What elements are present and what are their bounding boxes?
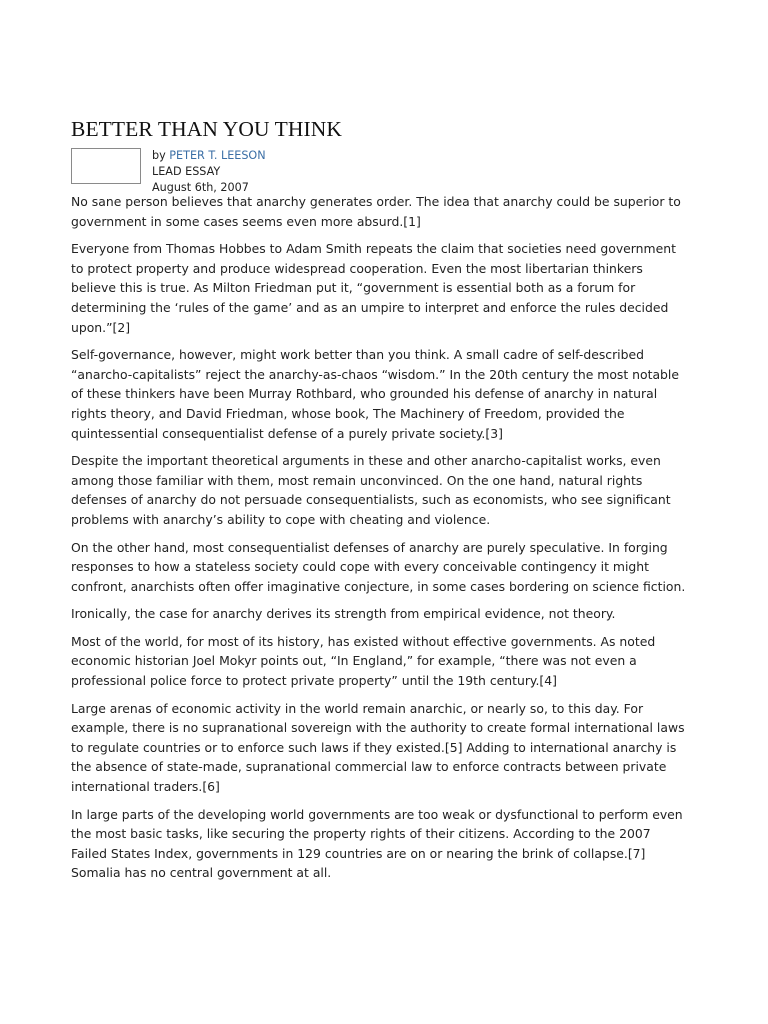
paragraph: Most of the world, for most of its history, has existed without effective governments. As noted economic historian Joel Mokyr points out, “In England,” for example, “there was not even a professional police force to protect private property” until the 19th century.[4] xyxy=(71,633,656,689)
paragraph: No sane person believes that anarchy generates order. The idea that anarchy could be superior to government in some cases seems even more absurd.[1] xyxy=(71,194,681,229)
paragraph: In large parts of the developing world governments are too weak or dysfunctional to perform even the most basic tasks, like securing the property rights of their citizens. According to the 2007 Failed States Index, governments in 129 countries are on or nearing the brink of collapse.[7] Somalia has no central government at all. xyxy=(71,806,683,881)
paragraph: Despite the important theoretical arguments in these and other anarcho-capitalist works, even among those familiar with them, most remain unconvinced. On the one hand, natural rights defenses of anarchy do not persuade consequentialists, such as economists, who see significant problems with anarchy’s ability to cope with cheating and violence. xyxy=(71,453,671,527)
byline xyxy=(152,148,266,164)
article-body xyxy=(71,192,687,883)
author-photo xyxy=(71,148,141,184)
section-label: LEAD ESSAY xyxy=(152,165,221,178)
author-link[interactable]: PETER T. LEESON xyxy=(169,149,266,162)
publish-date: August 6th, 2007 xyxy=(152,181,249,194)
byline-block xyxy=(71,148,687,196)
byline-prefix: by xyxy=(152,149,166,162)
paragraph: Ironically, the case for anarchy derives its strength from empirical evidence, not theory. xyxy=(71,606,616,622)
article-meta xyxy=(152,148,266,196)
paragraph: Self-governance, however, might work better than you think. A small cadre of self-described “anarcho-capitalists” reject the anarchy-as-chaos “wisdom.” In the 20th century the most notable of these thinkers have been Murray Rothbard, who grounded his defense of anarchy in natural rights theory, and David Friedman, whose book, The Machinery of Freedom, provided the quintessential consequentialist defense of a purely private society.[3] xyxy=(71,347,679,441)
paragraph: Large arenas of economic activity in the world remain anarchic, or nearly so, to this day. For example, there is no supranational sovereign with the authority to create formal international laws to regulate countries or to enforce such laws if they existed.[5] Adding to international anarchy is the absence of state-made, supranational commercial law to enforce contracts between private international traders.[6] xyxy=(71,700,685,795)
article-title: BETTER THAN YOU THINK xyxy=(71,117,343,141)
paragraph: On the other hand, most consequentialist defenses of anarchy are purely speculative. In forging responses to how a stateless society could cope with every conceivable contingency it might confront, anarchists often offer imaginative conjecture, in some cases bordering on science fiction. xyxy=(71,539,686,594)
paragraph: Everyone from Thomas Hobbes to Adam Smith repeats the claim that societies need government to protect property and produce widespread cooperation. Even the most libertarian thinkers believe this is true. As Milton Friedman put it, “government is essential both as a forum for determining the ‘rules of the game’ and as an umpire to interpret and enforce the rules decided upon.”[2] xyxy=(71,241,676,335)
article-container xyxy=(71,117,687,891)
